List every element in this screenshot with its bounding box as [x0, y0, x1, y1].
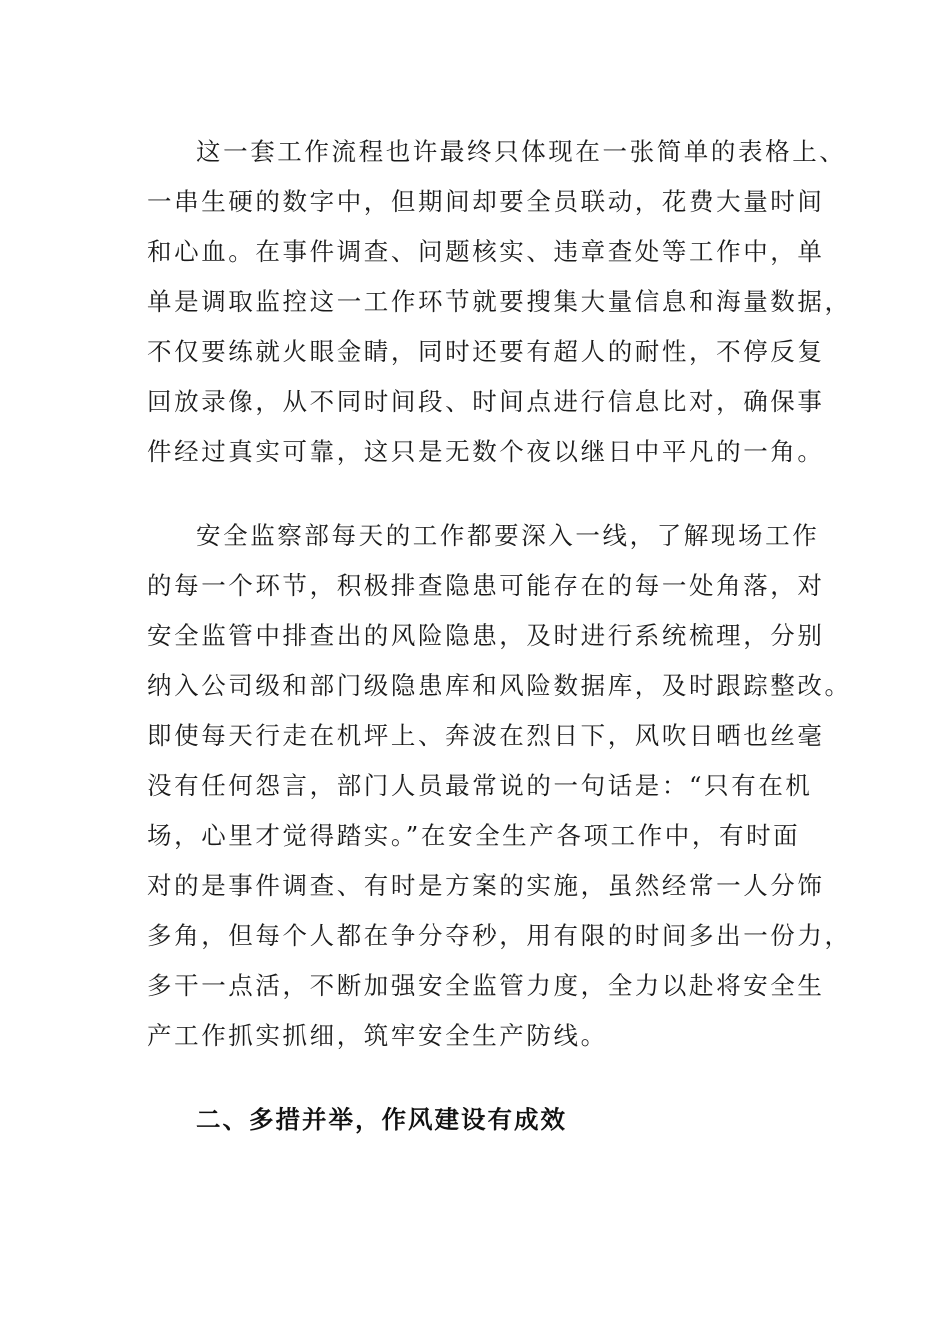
paragraph-line: 多角，但每个人都在争分夺秒，用有限的时间多出一份力， [147, 921, 852, 950]
paragraph-line: 不仅要练就火眼金睛，同时还要有超人的耐性，不停反复 [147, 337, 825, 366]
paragraph-line: 的每一个环节，积极排查隐患可能存在的每一处角落，对 [147, 571, 825, 600]
paragraph-line: 即使每天行走在机坪上、奔波在烈日下，风吹日晒也丝毫 [147, 721, 825, 750]
paragraph-line: 没有任何怨言，部门人员最常说的一句话是：“只有在机 [147, 771, 813, 800]
paragraph-line: 这一套工作流程也许最终只体现在一张简单的表格上、 [196, 137, 847, 166]
paragraph-line: 产工作抓实抓细，筑牢安全生产防线。 [147, 1021, 608, 1050]
paragraph-line: 回放录像，从不同时间段、时间点进行信息比对，确保事 [147, 387, 825, 416]
paragraph-line: 和心血。在事件调查、问题核实、违章查处等工作中，单 [147, 237, 825, 266]
paragraph-line: 安全监察部每天的工作都要深入一线，了解现场工作 [196, 521, 820, 550]
paragraph-line: 对的是事件调查、有时是方案的实施，虽然经常一人分饰 [147, 871, 825, 900]
section-heading: 二、多措并举，作风建设有成效 [196, 1105, 567, 1134]
paragraph-line: 一串生硬的数字中，但期间却要全员联动，花费大量时间 [147, 187, 825, 216]
paragraph-line: 纳入公司级和部门级隐患库和风险数据库，及时跟踪整改。 [147, 671, 852, 700]
paragraph-line: 场，心里才觉得踏实。”在安全生产各项工作中，有时面 [147, 821, 801, 850]
paragraph-line: 多干一点活，不断加强安全监管力度，全力以赴将安全生 [147, 971, 825, 1000]
paragraph-line: 单是调取监控这一工作环节就要搜集大量信息和海量数据， [147, 287, 852, 316]
paragraph-line: 件经过真实可靠，这只是无数个夜以继日中平凡的一角。 [147, 437, 825, 466]
paragraph-line: 安全监管中排查出的风险隐患，及时进行系统梳理，分别 [147, 621, 825, 650]
